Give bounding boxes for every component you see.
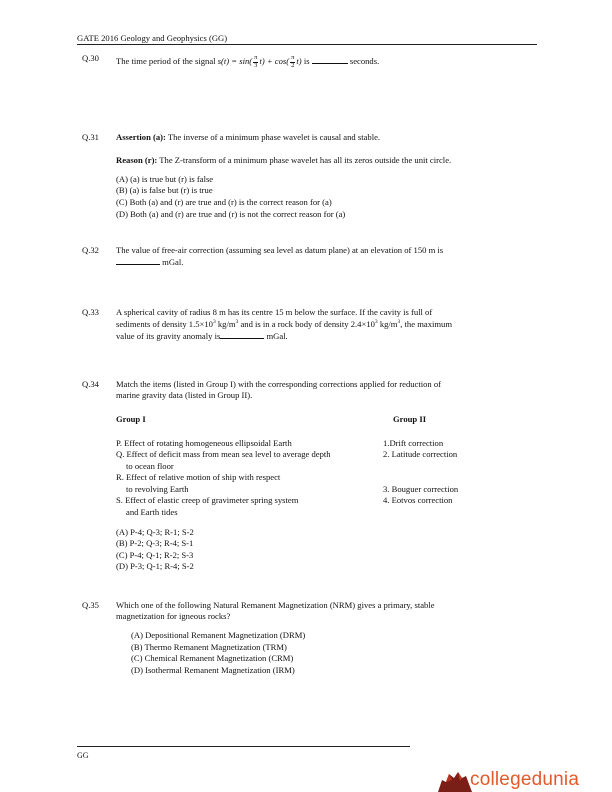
q30-pre: The time period of the signal (116, 55, 216, 66)
q34-group1-item: S. Effect of elastic creep of gravimeter spring system (116, 495, 299, 505)
q30-frac1-den: 3 (254, 61, 258, 69)
q33-line2-d: kg/m (377, 319, 398, 329)
q30-frac1-num: π (254, 54, 258, 61)
q33-answer-blank (220, 331, 264, 339)
q33-number: Q.33 (82, 307, 99, 317)
q31-assertion-text: The inverse of a minimum phase wavelet is causal and stable. (167, 132, 381, 142)
q30-signal-lhs: s(t) = sin( (217, 55, 253, 66)
q30-mid: t) + cos( (259, 55, 290, 66)
q30-answer-blank (312, 56, 348, 64)
q35-line1: Which one of the following Natural Remanent Magnetization (NRM) gives a primary, stable (116, 600, 435, 610)
q34-group1-item: R. Effect of relative motion of ship with respect (116, 472, 281, 482)
q31-option: (A) (a) is true but (r) is false (116, 174, 214, 184)
collegedunia-logo-icon (436, 768, 472, 792)
q34-group2-item: 2. Latitude correction (383, 449, 458, 459)
q34-group1-item: Q. Effect of deficit mass from mean sea level to average depth (116, 449, 331, 459)
q32-line1: The value of free-air correction (assuming sea level as datum plane) at an elevation of 150 m is (116, 245, 444, 255)
q31-reason (116, 155, 451, 166)
q31-number: Q.31 (82, 132, 99, 142)
q34-number: Q.34 (82, 379, 99, 389)
q31-option: (D) Both (a) and (r) are true and (r) is not the correct reason for (a) (116, 209, 346, 219)
q34-group1-item: to revolving Earth (126, 484, 189, 494)
q32-answer-blank (116, 257, 160, 265)
q33-line3-pre: value of its gravity anomaly is (116, 331, 221, 341)
q30-frac2-den: 2 (291, 61, 295, 69)
q35-option: (B) Thermo Remanent Magnetization (TRM) (131, 642, 287, 652)
page-header: GATE 2016 Geology and Geophysics (GG) (77, 33, 228, 43)
q34-group2-title: Group II (393, 414, 427, 424)
q30-is: is (303, 55, 310, 66)
q33-sup2: 3 (235, 319, 239, 326)
q34-option: (B) P-2; Q-3; R-4; S-1 (116, 538, 194, 548)
q33-line2 (116, 319, 452, 330)
header-rule (77, 44, 537, 45)
q31-reason-label: Reason (r): (116, 155, 158, 165)
q33-line2-c: and is in a rock body of density 2.4×10 (238, 319, 375, 329)
q34-group1-title: Group I (116, 414, 146, 424)
q30-close: t) (296, 55, 302, 66)
q33-line3-post: mGal. (266, 331, 288, 341)
q33-line3 (116, 331, 288, 342)
q33-line2-e: , the maximum (400, 319, 453, 329)
q30-frac2 (290, 55, 295, 69)
q30-frac2-num: π (291, 54, 295, 61)
q34-group1-item: and Earth tides (126, 507, 178, 517)
q34-line2: marine gravity data (listed in Group II). (116, 390, 253, 400)
q33-sup3: 3 (374, 319, 378, 326)
q35-number: Q.35 (82, 600, 99, 610)
q33-sup4: 3 (397, 319, 401, 326)
q33-line2-b: kg/m (215, 319, 236, 329)
footer-rule (77, 746, 410, 747)
q30-number: Q.30 (82, 53, 99, 63)
q33-line2-a: sediments of density 1.5×10 (116, 319, 213, 329)
q35-option: (A) Depositional Remanent Magnetization (DRM) (131, 630, 306, 640)
q31-option: (C) Both (a) and (r) are true and (r) is the correct reason for (a) (116, 197, 332, 207)
q30-frac1 (253, 55, 258, 69)
q34-group2-item: 3. Bouguer correction (383, 484, 459, 494)
q34-option: (A) P-4; Q-3; R-1; S-2 (116, 527, 194, 537)
footer-code: GG (77, 751, 89, 760)
collegedunia-logo-text: collegedunia (470, 769, 580, 790)
q32-number: Q.32 (82, 245, 99, 255)
q33-line1: A spherical cavity of radius 8 m has its centre 15 m below the surface. If the cavity is full of (116, 307, 433, 317)
q30-post: seconds. (349, 55, 380, 66)
q31-assertion-label: Assertion (a): (116, 132, 166, 142)
q34-group1-item: to ocean floor (126, 461, 174, 471)
q34-option: (D) P-3; Q-1; R-4; S-2 (116, 561, 194, 571)
q31-assertion (116, 132, 380, 143)
q34-group2-item: 1.Drift correction (383, 438, 444, 448)
q32-line2-post: mGal. (162, 257, 184, 267)
q34-line1: Match the items (listed in Group I) with the corresponding corrections applied for reduction of (116, 379, 442, 389)
q35-option: (C) Chemical Remanent Magnetization (CRM) (131, 653, 294, 663)
q32-line2 (116, 257, 183, 268)
q31-option: (B) (a) is false but (r) is true (116, 185, 213, 195)
q31-reason-text: The Z-transform of a minimum phase wavelet has all its zeros outside the unit circle. (159, 155, 452, 165)
q33-sup1: 3 (212, 319, 216, 326)
q35-option: (D) Isothermal Remanent Magnetization (IRM) (131, 665, 295, 675)
q35-line2: magnetization for igneous rocks? (116, 611, 231, 621)
q30-text (116, 55, 379, 69)
q34-group2-item: 4. Eotvos correction (383, 495, 453, 505)
q34-option: (C) P-4; Q-1; R-2; S-3 (116, 550, 194, 560)
q34-group1-item: P. Effect of rotating homogeneous ellipsoidal Earth (116, 438, 292, 448)
